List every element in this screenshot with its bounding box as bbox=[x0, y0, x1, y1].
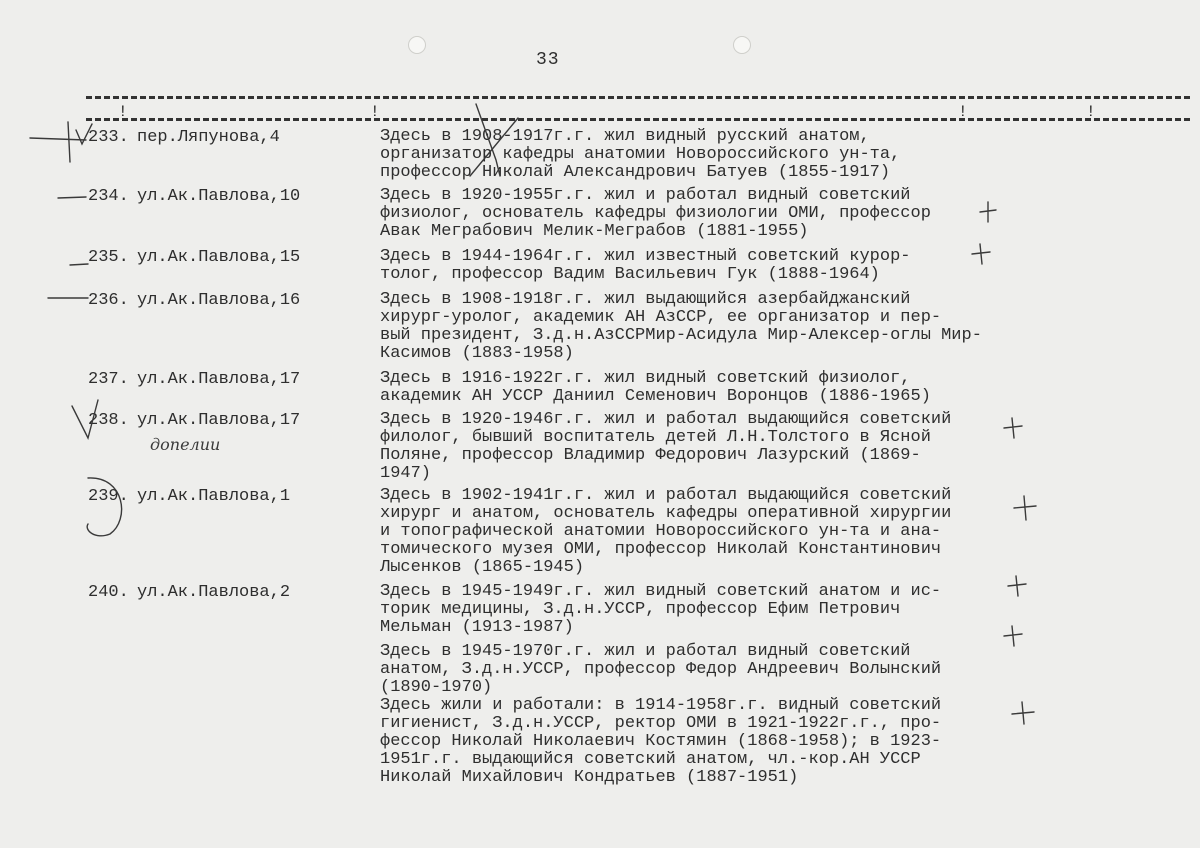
handwritten-dash-mark bbox=[58, 197, 86, 198]
entry-number: 236. bbox=[88, 291, 129, 310]
entry-line: и топографической анатомии Новороссийского ун-та и ана- bbox=[380, 522, 942, 541]
page-number: 33 bbox=[536, 50, 560, 70]
entry-line: Здесь в 1908-1917г.г. жил видный русский анатом, bbox=[380, 127, 870, 146]
entry-number: 234. bbox=[88, 187, 129, 206]
entry-text bbox=[380, 187, 1000, 241]
entry-address: ул.Ак.Павлова,17 bbox=[137, 411, 301, 430]
entry-address: ул.Ак.Павлова,16 bbox=[137, 291, 301, 310]
entry-line: Здесь в 1920-1955г.г. жил и работал видный советский bbox=[380, 186, 911, 205]
entry-address: ул.Ак.Павлова,10 bbox=[137, 187, 301, 206]
entry-number: 239. bbox=[88, 487, 129, 506]
entry-address: ул.Ак.Павлова,1 bbox=[137, 487, 291, 506]
entry-address: ул.Ак.Павлова,2 bbox=[137, 583, 291, 602]
entry-text bbox=[380, 128, 1000, 182]
entry-line: Лысенков (1865-1945) bbox=[380, 558, 585, 577]
entry-number: 233. bbox=[88, 128, 129, 147]
column-tick: ! bbox=[958, 103, 968, 121]
entry-text bbox=[380, 291, 1000, 363]
handwritten-plus-mark bbox=[1012, 702, 1034, 724]
entry-line: физиолог, основатель кафедры физиологии ОМИ, профессор bbox=[380, 204, 931, 223]
entry-line: профессор Николай Александрович Батуев (1855-1917) bbox=[380, 163, 891, 182]
entry-line: Мельман (1913-1987) bbox=[380, 618, 574, 637]
handwritten-plus-mark bbox=[68, 122, 70, 162]
entry-line: академик АН УССР Даниил Семенович Воронцов (1886-1965) bbox=[380, 387, 931, 406]
entry-line: Здесь в 1945-1970г.г. жил и работал видный советский bbox=[380, 642, 911, 661]
entry-line: организатор кафедры анатомии Новороссийского ун-та, bbox=[380, 145, 901, 164]
entry-line: 1951г.г. выдающийся советский анатом, чл.-кор.АН УССР bbox=[380, 750, 921, 769]
entry-text bbox=[380, 370, 1000, 406]
entry-line: Николай Михайлович Кондратьев (1887-1951) bbox=[380, 768, 799, 787]
entry-text bbox=[380, 643, 1000, 697]
column-tick: ! bbox=[370, 103, 380, 121]
entry-line: Здесь в 1908-1918г.г. жил выдающийся азербайджанский bbox=[380, 290, 911, 309]
column-tick: ! bbox=[118, 103, 128, 121]
entry-address: пер.Ляпунова,4 bbox=[137, 128, 280, 147]
handwritten-plus-mark bbox=[30, 138, 86, 140]
handwritten-note: допелии bbox=[150, 435, 221, 454]
entry-text bbox=[380, 487, 1000, 577]
entry-line: торик медицины, З.д.н.УССР, профессор Ефим Петрович bbox=[380, 600, 901, 619]
table-rule-top bbox=[86, 96, 1190, 99]
handwritten-plus-mark bbox=[1014, 496, 1036, 520]
entry-line: Здесь жили и работали: в 1914-1958г.г. видный советский bbox=[380, 696, 942, 715]
punch-hole bbox=[733, 36, 751, 54]
column-tick: ! bbox=[1086, 103, 1096, 121]
entry-line: Поляне, профессор Владимир Федорович Лазурский (1869- bbox=[380, 446, 921, 465]
entry-text bbox=[380, 697, 1000, 787]
entry-number: 240. bbox=[88, 583, 129, 602]
entry-line: вый президент, З.д.н.АзССРМир-Асидула Мир-Алексер-оглы Мир- bbox=[380, 326, 982, 345]
entry-line: томического музея ОМИ, профессор Николай Константинович bbox=[380, 540, 942, 559]
handwritten-plus-mark bbox=[1004, 626, 1022, 646]
punch-hole bbox=[408, 36, 426, 54]
entry-line: хирург-уролог, академик АН АзССР, ее организатор и пер- bbox=[380, 308, 942, 327]
entry-line: Авак Меграбович Мелик-Меграбов (1881-1955) bbox=[380, 222, 809, 241]
entry-text bbox=[380, 248, 1000, 284]
entry-line: гигиенист, З.д.н.УССР, ректор ОМИ в 1921-1922г.г., про- bbox=[380, 714, 942, 733]
entry-line: филолог, бывший воспитатель детей Л.Н.Толстого в Ясной bbox=[380, 428, 931, 447]
entry-line: (1890-1970) bbox=[380, 678, 493, 697]
entry-line: толог, профессор Вадим Васильевич Гук (1888-1964) bbox=[380, 265, 880, 284]
entry-text bbox=[380, 411, 1000, 483]
table-rule-bottom bbox=[86, 118, 1190, 121]
entry-line: хирург и анатом, основатель кафедры оперативной хирургии bbox=[380, 504, 952, 523]
entry-text bbox=[380, 583, 1000, 637]
entry-line: фессор Николай Николаевич Костямин (1868-1958); в 1923- bbox=[380, 732, 942, 751]
entry-line: Здесь в 1920-1946г.г. жил и работал выдающийся советский bbox=[380, 410, 952, 429]
entry-address: ул.Ак.Павлова,17 bbox=[137, 370, 301, 389]
entry-number: 238. bbox=[88, 411, 129, 430]
entry-line: анатом, З.д.н.УССР, профессор Федор Андреевич Волынский bbox=[380, 660, 942, 679]
entry-number: 235. bbox=[88, 248, 129, 267]
entry-line: 1947) bbox=[380, 464, 432, 483]
handwritten-dash-mark bbox=[70, 264, 88, 265]
entry-line: Здесь в 1902-1941г.г. жил и работал выдающийся советский bbox=[380, 486, 952, 505]
entry-line: Касимов (1883-1958) bbox=[380, 344, 574, 363]
entry-line: Здесь в 1916-1922г.г. жил видный советский физиолог, bbox=[380, 369, 911, 388]
entry-number: 237. bbox=[88, 370, 129, 389]
entry-line: Здесь в 1944-1964г.г. жил известный советский курор- bbox=[380, 247, 911, 266]
entry-address: ул.Ак.Павлова,15 bbox=[137, 248, 301, 267]
entry-line: Здесь в 1945-1949г.г. жил видный советский анатом и ис- bbox=[380, 582, 942, 601]
handwritten-plus-mark bbox=[1004, 418, 1022, 438]
handwritten-plus-mark bbox=[1008, 576, 1026, 596]
